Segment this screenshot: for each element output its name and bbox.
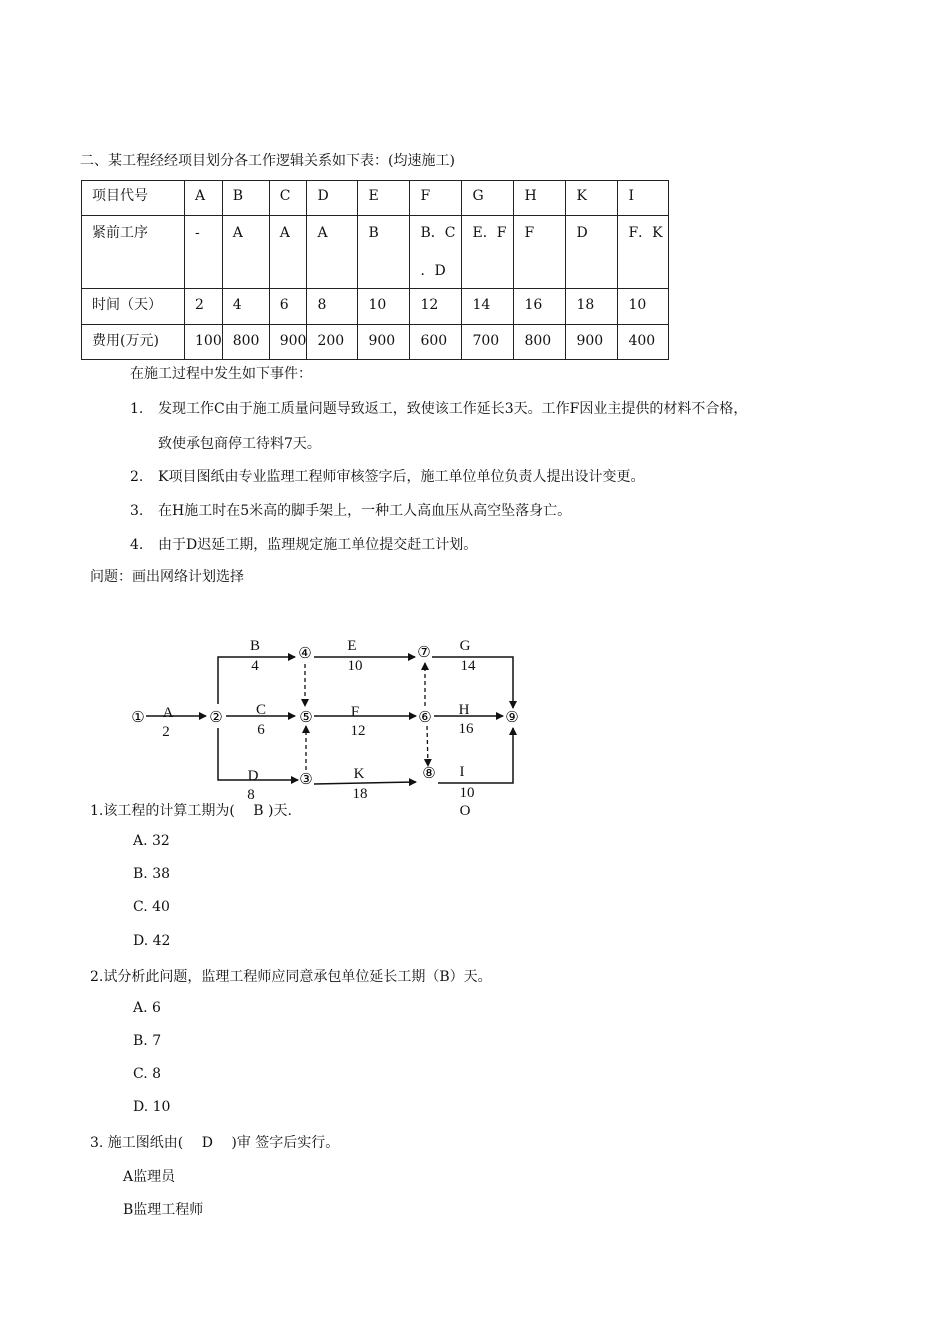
question-1: 1.该工程的计算工期为( B )天. [90, 803, 292, 819]
table-cell: D [566, 216, 618, 289]
event-item [130, 534, 477, 554]
event-number: 3. [130, 503, 144, 519]
arrow-i [438, 728, 513, 783]
node-5: ⑤ [299, 708, 313, 726]
activity-label: A [162, 705, 174, 721]
table-cell: F．K [618, 216, 669, 289]
table-cell: 900 [269, 325, 307, 360]
arrow-k [314, 782, 416, 784]
option[interactable]: C. 40 [133, 899, 170, 915]
option[interactable]: C. 8 [133, 1066, 162, 1082]
table-cell: 8 [307, 289, 358, 325]
node-8: ⑧ [422, 764, 436, 782]
option[interactable]: B. 7 [133, 1033, 162, 1049]
table-cell: F [410, 181, 462, 216]
events-intro: 在施工过程中发生如下事件： [130, 366, 312, 382]
question-title: 问题：画出网络计划选择 [90, 569, 244, 585]
activity-duration: 16 [458, 721, 474, 737]
table-cell: D [307, 181, 358, 216]
activity-duration: 14 [460, 658, 476, 674]
table-cell [410, 216, 462, 289]
event-text: 由于D迟延工期，监理规定施工单位提交赶工计划。 [158, 537, 478, 553]
table-cell: 800 [514, 325, 566, 360]
activity-label: K [353, 766, 365, 782]
table-cell: A [307, 216, 358, 289]
node-7: ⑦ [417, 643, 431, 661]
table-cell: 900 [358, 325, 410, 360]
activity-label: C [255, 702, 267, 718]
activity-duration: 10 [459, 785, 475, 801]
event-number: 4. [130, 537, 144, 553]
table-row [82, 216, 669, 289]
row-label: 时间（天） [82, 289, 185, 325]
table-cell: 18 [566, 289, 618, 325]
activity-duration: 12 [350, 723, 366, 739]
table-cell: 2 [185, 289, 223, 325]
table-cell: - [185, 216, 223, 289]
table-cell: A [222, 216, 269, 289]
table-cell: K [566, 181, 618, 216]
activity-duration: 6 [257, 722, 265, 738]
table-cell: G [462, 181, 514, 216]
activity-extra: O [459, 803, 471, 819]
event-item [130, 398, 747, 418]
event-number: 2. [130, 469, 144, 485]
activity-duration: 2 [162, 724, 170, 740]
event-text: 发现工作C由于施工质量问题导致返工，致使该工作延长3天。工作F因业主提供的材料不合格， [158, 401, 748, 417]
table-cell: 10 [358, 289, 410, 325]
table-cell: B [222, 181, 269, 216]
question-2: 2.试分析此问题，监理工程师应同意承包单位延长工期（B）天。 [90, 969, 492, 985]
table-cell: F [514, 216, 566, 289]
node-9: ⑨ [505, 708, 519, 726]
table-cell: 100 [185, 325, 223, 360]
table-cell: 700 [462, 325, 514, 360]
table-cell: I [618, 181, 669, 216]
question-3: 3. 施工图纸由( D )审 签字后实行。 [90, 1135, 340, 1151]
option[interactable]: A. 6 [133, 1000, 161, 1016]
node-2: ② [209, 708, 223, 726]
pred-f-line1: B．C [420, 225, 456, 241]
table-cell: 800 [222, 325, 269, 360]
row-label: 费用(万元) [82, 325, 185, 360]
activity-duration: 10 [347, 658, 363, 674]
table-cell: 4 [222, 289, 269, 325]
table-row [82, 289, 669, 325]
activity-duration: 4 [251, 658, 259, 674]
activity-label: I [459, 764, 465, 780]
activity-duration: 18 [352, 786, 368, 802]
table-cell: B [358, 216, 410, 289]
row-label: 紧前工序 [82, 216, 185, 289]
event-text: 在H施工时在5米高的脚手架上，一种工人高血压从高空坠落身亡。 [158, 503, 572, 519]
table-cell: A [185, 181, 223, 216]
option[interactable]: B. 38 [133, 866, 171, 882]
activity-label: F [350, 704, 360, 720]
event-text-continued: 致使承包商停工待料7天。 [158, 436, 321, 452]
event-number: 1. [130, 401, 144, 417]
node-6: ⑥ [418, 708, 432, 726]
activity-duration: 8 [247, 787, 255, 803]
option[interactable]: A监理员 [123, 1169, 176, 1185]
node-1: ① [131, 708, 145, 726]
table-cell: 14 [462, 289, 514, 325]
table-cell: E．F [462, 216, 514, 289]
table-cell: 200 [307, 325, 358, 360]
option[interactable]: A. 32 [133, 833, 170, 849]
table-cell: 400 [618, 325, 669, 360]
work-logic-table [81, 180, 669, 360]
table-cell: 600 [410, 325, 462, 360]
table-cell: 16 [514, 289, 566, 325]
table-row [82, 181, 669, 216]
option[interactable]: B监理工程师 [123, 1202, 204, 1218]
event-item [130, 466, 644, 486]
table-cell: A [269, 216, 307, 289]
event-text: K项目图纸由专业监理工程师审核签字后，施工单位单位负责人提出设计变更。 [158, 469, 645, 485]
pred-f-line2: ．D [420, 263, 446, 279]
activity-label: E [347, 638, 357, 654]
option[interactable]: D. 42 [133, 933, 171, 949]
activity-label: D [247, 768, 259, 784]
activity-label: G [459, 638, 471, 654]
table-cell: E [358, 181, 410, 216]
network-diagram [0, 600, 600, 830]
node-3: ③ [299, 770, 313, 788]
row-label: 项目代号 [82, 181, 185, 216]
option[interactable]: D. 10 [133, 1099, 171, 1115]
table-cell: 10 [618, 289, 669, 325]
activity-label: H [458, 702, 470, 718]
activity-label: B [249, 638, 261, 654]
event-item [130, 500, 571, 520]
table-row [82, 325, 669, 360]
table-cell: C [269, 181, 307, 216]
table-cell: 12 [410, 289, 462, 325]
table-cell: 900 [566, 325, 618, 360]
table-cell: 6 [269, 289, 307, 325]
node-4: ④ [298, 644, 312, 662]
table-cell: H [514, 181, 566, 216]
dummy-arrow-6-8 [427, 726, 428, 766]
section-heading: 二、某工程经经项目划分各工作逻辑关系如下表：(均速施工) [80, 153, 455, 169]
